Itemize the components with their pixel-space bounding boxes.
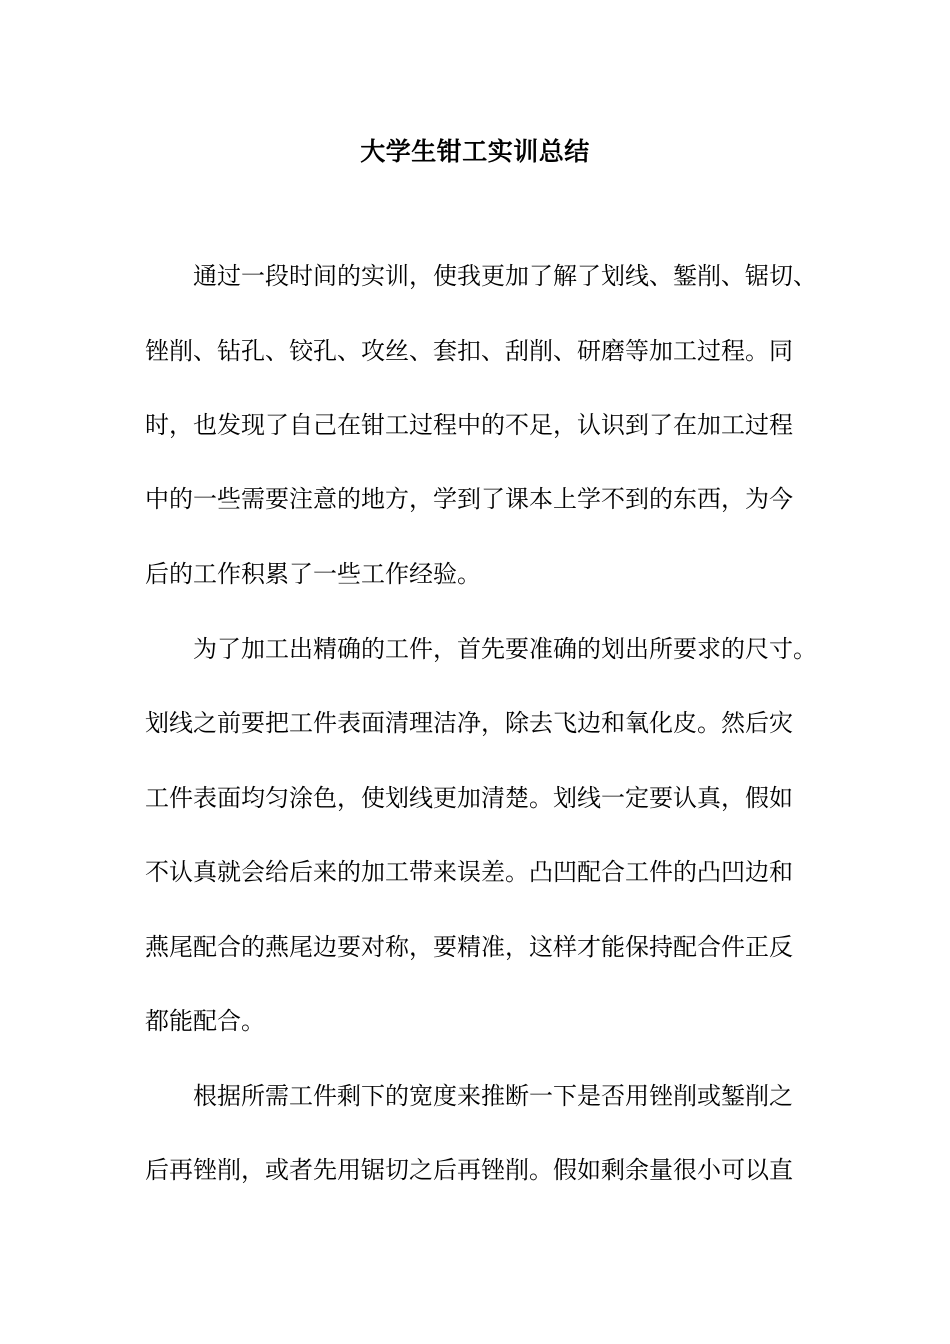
- paragraph-1-line-4: 中的一些需要注意的地方，学到了课本上学不到的东西，为今: [145, 485, 793, 513]
- paragraph-2-line-1: 为了加工出精确的工件，首先要准确的划出所要求的尺寸。: [193, 635, 817, 663]
- paragraph-2-line-6: 都能配合。: [145, 1007, 265, 1035]
- paragraph-1-line-1: 通过一段时间的实训，使我更加了解了划线、錾削、锯切、: [193, 262, 817, 290]
- paragraph-1-line-3: 时，也发现了自己在钳工过程中的不足，认识到了在加工过程: [145, 411, 793, 439]
- paragraph-1-line-5: 后的工作积累了一些工作经验。: [145, 560, 481, 588]
- paragraph-2-line-3: 工件表面均匀涂色，使划线更加清楚。划线一定要认真，假如: [145, 784, 793, 812]
- document-title: 大学生钳工实训总结: [360, 137, 590, 166]
- paragraph-3-line-2: 后再锉削，或者先用锯切之后再锉削。假如剩余量很小可以直: [145, 1156, 793, 1184]
- paragraph-2-line-5: 燕尾配合的燕尾边要对称，要精准，这样才能保持配合件正反: [145, 933, 793, 961]
- paragraph-3-line-1: 根据所需工件剩下的宽度来推断一下是否用锉削或錾削之: [193, 1082, 793, 1110]
- paragraph-2-line-4: 不认真就会给后来的加工带来误差。凸凹配合工件的凸凹边和: [145, 858, 793, 886]
- paragraph-2-line-2: 划线之前要把工件表面清理洁净，除去飞边和氧化皮。然后灾: [145, 709, 793, 737]
- paragraph-1-line-2: 锉削、钻孔、铰孔、攻丝、套扣、刮削、研磨等加工过程。同: [145, 337, 793, 365]
